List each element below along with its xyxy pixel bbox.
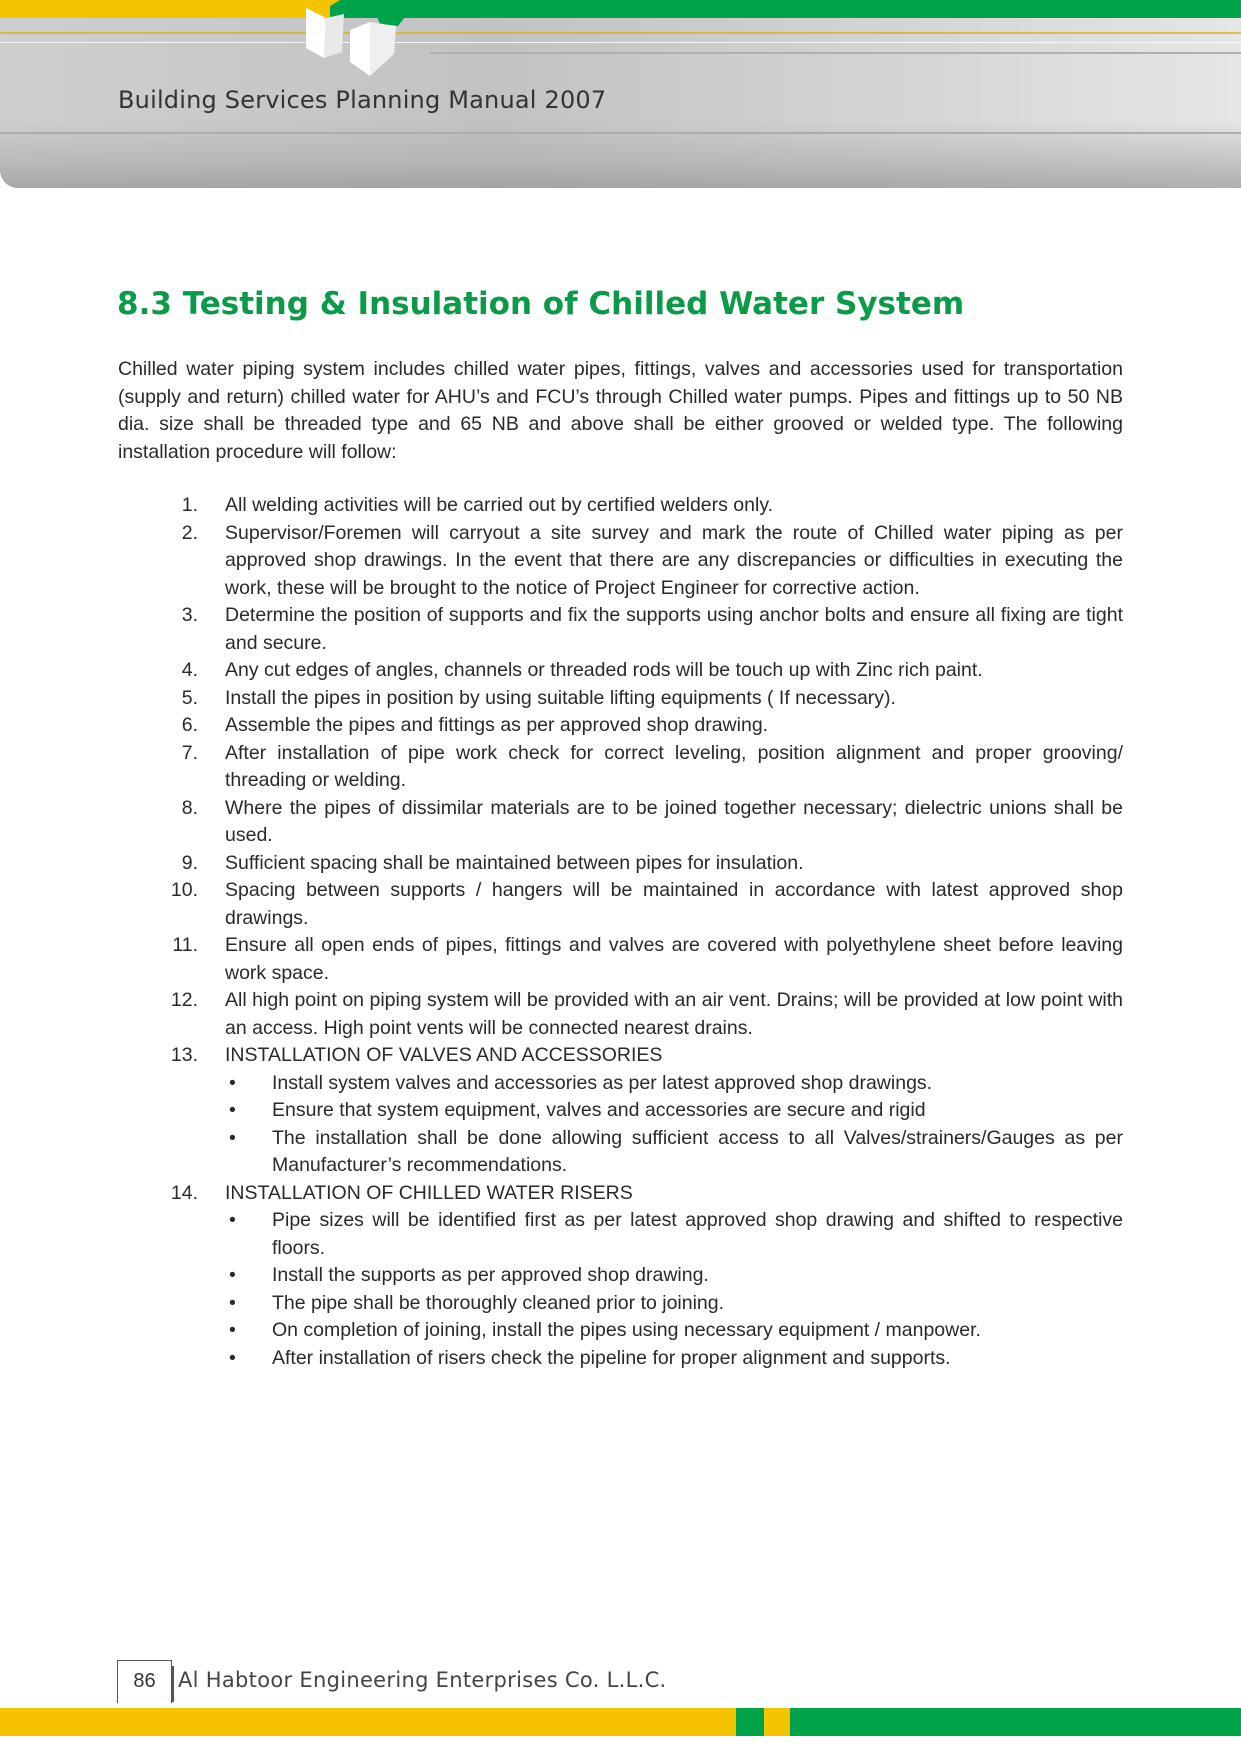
list-item xyxy=(118,492,1123,520)
bullet-dot: • xyxy=(229,1264,236,1286)
list-item-text: All welding activities will be carried out by certified welders only. xyxy=(225,494,774,516)
list-item-number: 5. xyxy=(181,686,198,709)
list-item xyxy=(118,932,1123,987)
page-header xyxy=(0,0,1241,188)
manual-title: Building Services Planning Manual 2007 xyxy=(118,86,607,114)
list-item-number: 14. xyxy=(170,1181,198,1204)
bullet-item xyxy=(225,1207,1123,1262)
section-title: 8.3 Testing & Insulation of Chilled Water System xyxy=(117,286,965,322)
bullet-text: On completion of joining, install the pipes using necessary equipment / manpower. xyxy=(272,1319,981,1341)
list-item-text: Any cut edges of angles, channels or threaded rods will be touch up with Zinc rich paint. xyxy=(225,659,983,681)
bullet-text: Install the supports as per approved shop drawing. xyxy=(272,1264,709,1286)
footer-green-stripe xyxy=(790,1708,1241,1736)
header-green-stripe xyxy=(330,0,1241,18)
bullet-item xyxy=(225,1070,1123,1098)
list-item-number: 2. xyxy=(181,521,198,544)
list-item xyxy=(118,712,1123,740)
list-item xyxy=(118,520,1123,603)
bullet-dot: • xyxy=(229,1291,236,1314)
list-item xyxy=(118,602,1123,657)
intro-paragraph: Chilled water piping system includes chilled water pipes, fittings, valves and accessories used for transportation (supply and return) chilled water for AHU’s and FCU’s through Chilled water pumps. Pipes and fittings up to 50 NB dia. size shall be threaded type and 65 NB and above shall be either grooved or welded type. The following installation procedure will follow: xyxy=(118,358,1123,463)
procedure-list xyxy=(118,492,1123,1372)
footer-divider xyxy=(172,1666,174,1702)
bullet-item xyxy=(225,1262,1123,1290)
list-item-number: 9. xyxy=(181,851,198,874)
list-item xyxy=(118,657,1123,685)
header-rule xyxy=(0,32,1241,34)
bullet-text: After installation of risers check the pipeline for proper alignment and supports. xyxy=(272,1346,951,1369)
bullet-dot: • xyxy=(229,1126,236,1149)
footer-yellow-stripe xyxy=(0,1708,736,1736)
bullet-item xyxy=(225,1125,1123,1180)
list-item-number: 12. xyxy=(170,989,198,1011)
list-item-text: Supervisor/Foremen will carryout a site survey and mark the route of Chilled water piping as per approved shop drawings. In the event that there are any discrepancies or difficulties in executing the work, these will be brought to the notice of Project Engineer for corrective action. xyxy=(225,521,1123,599)
bullet-dot: • xyxy=(229,1346,236,1369)
bullet-text: The pipe shall be thoroughly cleaned prior to joining. xyxy=(272,1291,725,1314)
list-item-number: 10. xyxy=(170,879,198,901)
list-item-number: 6. xyxy=(181,714,198,736)
list-item xyxy=(118,1042,1123,1180)
header-shade xyxy=(0,120,1241,188)
bullet-dot: • xyxy=(229,1071,236,1094)
header-yellow-stripe xyxy=(0,0,330,18)
list-item-text: Where the pipes of dissimilar materials are to be joined together necessary; dielectric unions shall be used. xyxy=(225,796,1123,846)
list-item-text: Spacing between supports / hangers will be maintained in accordance with latest approved shop drawings. xyxy=(225,879,1123,929)
list-item-text: INSTALLATION OF VALVES AND ACCESSORIES xyxy=(225,1044,663,1066)
bullet-text: Pipe sizes will be identified first as per latest approved shop drawing and shifted to respective floors. xyxy=(272,1209,1123,1259)
bullet-item xyxy=(225,1097,1123,1125)
list-item-number: 4. xyxy=(181,659,198,681)
list-item-text: Assemble the pipes and fittings as per approved shop drawing. xyxy=(225,714,769,736)
list-item xyxy=(118,850,1123,878)
page-number: 86 xyxy=(117,1660,172,1703)
list-item-number: 13. xyxy=(170,1044,198,1066)
list-item-text: Determine the position of supports and fix the supports using anchor bolts and ensure all fixing are tight and secure. xyxy=(225,604,1123,654)
list-item-text: After installation of pipe work check for correct leveling, position alignment and proper grooving/ threading or welding. xyxy=(225,741,1123,791)
bullet-dot: • xyxy=(229,1209,236,1231)
bullet-dot: • xyxy=(229,1099,236,1121)
list-item-number: 7. xyxy=(181,741,198,764)
list-item-number: 3. xyxy=(181,604,198,626)
list-item xyxy=(118,685,1123,713)
list-item-text: Install the pipes in position by using suitable lifting equipments ( If necessary). xyxy=(225,686,896,709)
list-item-number: 8. xyxy=(181,796,198,819)
footer-green-block xyxy=(736,1708,764,1736)
bullet-item xyxy=(225,1290,1123,1318)
list-item-number: 11. xyxy=(172,934,198,956)
list-item xyxy=(118,877,1123,932)
list-item-number: 1. xyxy=(181,494,198,516)
bullet-dot: • xyxy=(229,1319,236,1341)
bullet-item xyxy=(225,1345,1123,1373)
list-item xyxy=(118,1180,1123,1373)
list-item xyxy=(118,795,1123,850)
footer-company: Al Habtoor Engineering Enterprises Co. L.L.C. xyxy=(178,1668,667,1692)
header-rule xyxy=(0,42,1241,43)
list-item-text: All high point on piping system will be provided with an air vent. Drains; will be provided at low point with an access. High point vents will be connected nearest drains. xyxy=(225,989,1123,1039)
bullet-text: The installation shall be done allowing sufficient access to all Valves/strainers/Gauges as per Manufacturer’s recommendations. xyxy=(272,1126,1123,1176)
header-rule xyxy=(430,52,1241,54)
bullet-text: Ensure that system equipment, valves and accessories are secure and rigid xyxy=(272,1099,926,1121)
list-item-text: Ensure all open ends of pipes, fittings and valves are covered with polyethylene sheet before leaving work space. xyxy=(225,934,1123,984)
list-item xyxy=(118,740,1123,795)
bullet-text: Install system valves and accessories as per latest approved shop drawings. xyxy=(272,1071,933,1094)
list-item-text: Sufficient spacing shall be maintained between pipes for insulation. xyxy=(225,851,804,874)
company-logo-icon xyxy=(300,0,430,80)
list-item xyxy=(118,987,1123,1042)
footer-yellow-block xyxy=(764,1708,790,1736)
list-item-text: INSTALLATION OF CHILLED WATER RISERS xyxy=(225,1181,633,1204)
bullet-item xyxy=(225,1317,1123,1345)
